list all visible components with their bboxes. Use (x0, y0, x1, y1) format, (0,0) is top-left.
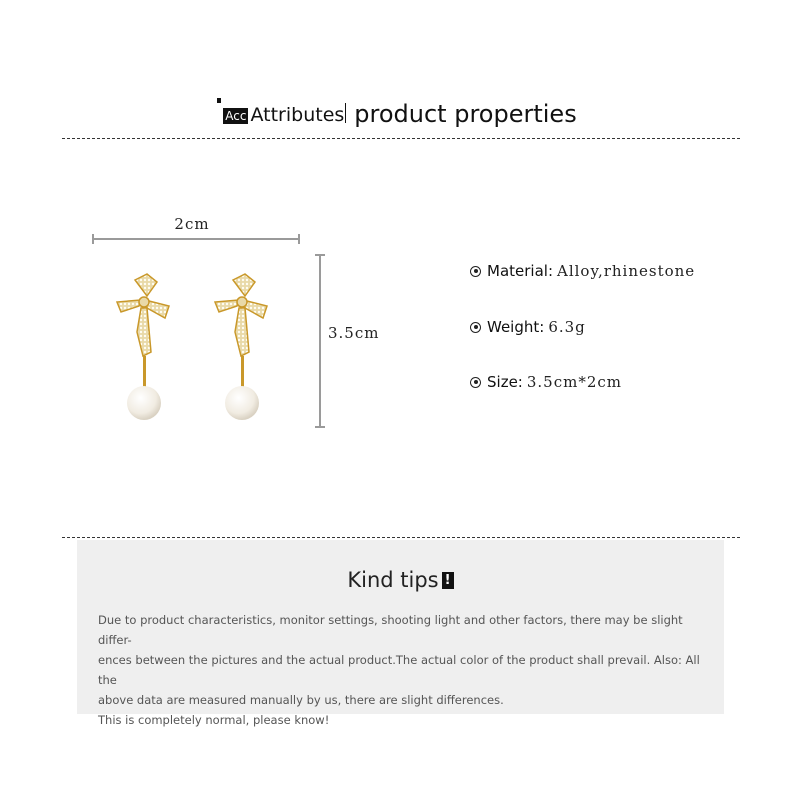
bullet-icon (470, 377, 481, 388)
section-divider (62, 537, 740, 538)
tips-title: Kind tips (347, 568, 439, 592)
property-label: Size (487, 373, 518, 391)
kind-tips-panel (77, 540, 724, 727)
header-badge: Acc (225, 109, 247, 123)
bullet-icon (470, 322, 481, 333)
tips-line: Due to product characteristics, monitor settings, shooting light and other factors, there may be slight differ- (98, 613, 683, 647)
tips-line: above data are measured manually by us, there are slight differences. (98, 693, 504, 707)
property-colon: : (539, 318, 545, 336)
height-dimension-line (319, 254, 321, 428)
bullet-icon (470, 266, 481, 277)
width-dimension-line (92, 238, 300, 240)
earring-right-image (205, 270, 275, 435)
tips-line: ences between the pictures and the actual product.The actual color of the product shall prevail. Also: All the (98, 653, 700, 687)
tips-body (98, 610, 710, 730)
header-separator (345, 103, 346, 123)
property-value: 6.3g (548, 318, 586, 336)
height-dimension-label: 3.5cm (328, 324, 380, 342)
property-value: Alloy,rhinestone (557, 262, 696, 280)
header-title-group (223, 100, 576, 128)
page-title: product properties (354, 100, 577, 128)
property-label: Weight (487, 318, 540, 336)
tips-title-group (77, 568, 724, 592)
header (0, 92, 800, 128)
property-colon: : (547, 262, 553, 280)
header-dot (217, 98, 221, 103)
property-row-material (470, 262, 695, 280)
property-row-weight (470, 318, 586, 336)
property-value: 3.5cm*2cm (526, 373, 623, 391)
property-colon: : (517, 373, 523, 391)
property-label: Material (487, 262, 548, 280)
property-row-size (470, 373, 622, 391)
tips-line: This is completely normal, please know! (98, 713, 330, 727)
exclamation-icon: ! (442, 572, 454, 589)
width-dimension-label: 2cm (174, 215, 210, 233)
header-divider (62, 138, 740, 139)
earring-left-image (107, 270, 177, 435)
header-title-en: Attributes (250, 104, 345, 126)
